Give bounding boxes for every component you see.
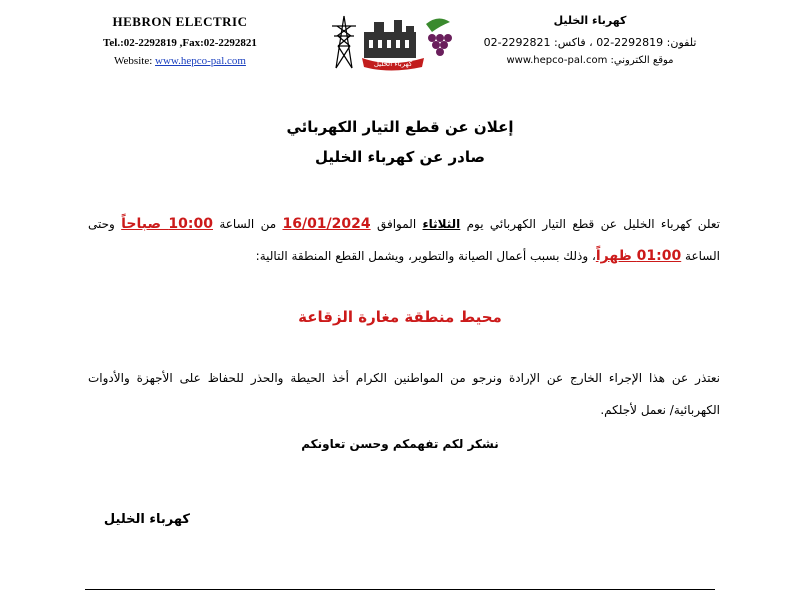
- para-text-3: من الساعة: [219, 217, 277, 231]
- grapes-icon: [426, 18, 452, 56]
- website-link-ar[interactable]: www.hepco-pal.com: [506, 55, 608, 66]
- company-name-ar: كهرباء الخليل: [553, 14, 627, 27]
- header-arabic: [460, 14, 720, 66]
- header-english: [60, 14, 300, 67]
- para-text-5: ، وذلك بسبب أعمال الصيانة والتطوير، ويشمل القطع المنطقة التالية:: [255, 249, 596, 263]
- thanks-line: نشكر لكم تفهمكم وحسن تعاونكم: [301, 437, 499, 451]
- footer-divider: [85, 589, 715, 590]
- outage-end-time: 01:00 ظهراً: [595, 248, 682, 264]
- para-text-2: الموافق: [376, 217, 417, 231]
- phone-fax-ar: تلفون: 2292819-02 ، فاكس: 2292821-02: [483, 36, 697, 49]
- website-line-ar: [460, 55, 720, 66]
- company-name-en: HEBRON ELECTRIC: [112, 14, 248, 29]
- website-line-en: [60, 55, 300, 67]
- announcement-title: إعلان عن قطع التيار الكهربائي: [286, 118, 514, 136]
- para-text-1: تعلن كهرباء الخليل عن قطع التيار الكهربائي يوم: [466, 217, 720, 231]
- website-link-en[interactable]: www.hepco-pal.com: [155, 55, 246, 67]
- building-icon: [364, 20, 416, 58]
- logo-text: كهرباء الخليل: [373, 60, 413, 68]
- announcement-subtitle: صادر عن كهرباء الخليل: [315, 148, 485, 166]
- apology-paragraph: نعتذر عن هذا الإجراء الخارج عن الإرادة ونرجو من المواطنين الكرام أخذ الحيطة والحذر للحفاظ على الأجهزة والأدوات الكهربائية/ نعمل لأجلكم.: [88, 371, 720, 417]
- affected-area: محيط منطقة مغارة الزقاعة: [298, 308, 502, 326]
- hepco-logo: [322, 10, 462, 72]
- para-text-4: وحتى الساعة: [88, 217, 720, 263]
- announcement-paragraph: [88, 208, 720, 272]
- website-label-ar: موقع الكتروني:: [610, 55, 674, 66]
- power-pylon-icon: [332, 16, 356, 68]
- website-label-en: Website:: [114, 55, 153, 67]
- signature: كهرباء الخليل: [103, 512, 190, 527]
- outage-day: الثلاثاء: [422, 217, 461, 231]
- outage-start-time: 10:00 صباحاً: [121, 216, 213, 232]
- phone-fax-en: Tel.:02-2292819 ,Fax:02-2292821: [103, 37, 257, 49]
- outage-date: 16/01/2024: [282, 216, 371, 232]
